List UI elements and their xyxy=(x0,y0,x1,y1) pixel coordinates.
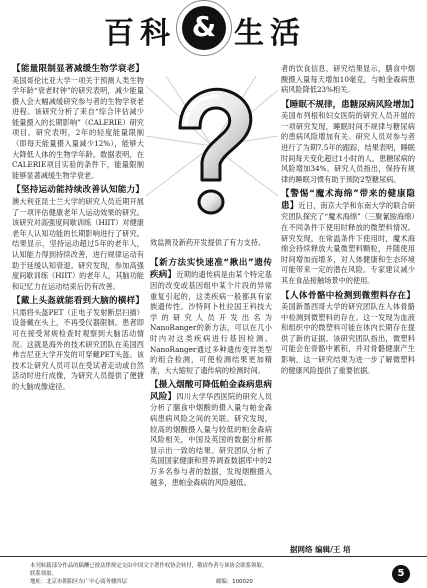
article-sleep-diabetes xyxy=(281,99,419,186)
article-headline: 【新方法实快速准“揪出”遗传疾病】 xyxy=(150,258,272,280)
article-headline: 【人体骨骼中检测到微塑料存在】 xyxy=(281,290,415,301)
article-magic-sponge xyxy=(281,189,415,286)
article-body: 美国布列根和妇女医院的研究人员开展的一项研究发现，睡眠时间不规律与糖尿病的患病风险增加有关。研究人员对参与者进行了为期7.5年的跟踪，结果表明，睡眠时间每天变化超过1小时的人，患糖尿病的风险增加34%。研究人员指出，保持有规律的睡眠习惯有助于预防2型糖尿病。 xyxy=(281,111,415,184)
question-mark-illustration xyxy=(146,76,278,236)
mid-continuation-text: 效监测及新药开发提供了有力支持。 xyxy=(150,238,266,247)
article-body: 澳大利亚昆士兰大学的研究人员近期开展了一项评估健康老年人运动效果的研究。该研究对高强度间歇训练（HIIT）对健康老年人认知功能的长期影响进行了研究。结果显示，坚持运动超过5年的老年人，认知能力得到持续改善，进行规律运动有助于延缓认知衰退。研究发现，参加高强度间歇训练（HIIT）的老年人，其脑功能和记忆力在运动结束后仍有改善。 xyxy=(12,196,144,291)
article-body: 四川大学华西医院的研究人员分析了膳食中烟酸的摄入量与帕金森病患病风险之间的关联。研究发现，较高的烟酸摄入量与较低的帕金森病风险相关，中国及英国的数据分析都显示出一致的结果。研究团队分析了英国国家健康和营养调查数据库中的2万多名参与者的数据，发现烟酸摄入越多，患帕金森病的风险越低。 xyxy=(150,391,272,487)
article-headline: 【睡眠不规律，患糖尿病风险增加】 xyxy=(281,99,419,110)
middle-column xyxy=(150,258,272,492)
article-body: 美国哥伦比亚大学一项关于预测人类生物学年龄“衰老时钟”的研究表明，减少能量摄入会大幅减缓研究参与者的生物学衰老进程。该研究分析了来自“综合评估减少能量摄入的长期影响”（CALERIE）研究项目。研究表明，2年的轻度能量限制（即每天能量摄入量减少12%），能够大大降低人体的生物学年龄。数据表明，在CALERIE项目实验的条件下，能量限制能够显著减缓生物学衰老。 xyxy=(12,75,144,180)
page-footer xyxy=(0,556,427,588)
article-headline: 【坚持运动能持续改善认知能力】 xyxy=(12,185,144,196)
article-niacin-continuation xyxy=(281,64,415,96)
article-body: 只需将头盔PET（正电子发射断层扫描）设备戴在头上，不再受仪器限制。患者即可在接受常规检查时观察到大脑活动情况。这就是海外的技术研究团队在美国西弗吉尼亚大学开发的可穿戴PET头盔。该技术让研究人员可以在受试者走动或自然活动时进行成像，为研究人员提供了便捷的大脑成像途径。 xyxy=(12,307,144,391)
postal-code: 邮编：100020 xyxy=(216,579,253,585)
masthead-title-right: 生活 xyxy=(234,16,306,51)
article-headline: 【警惕“魔术海绵”带来的健康隐患】 xyxy=(281,189,415,211)
article-headline: 【能量限制显著减缓生物学衰老】 xyxy=(12,64,144,74)
article-body: 美国新墨西哥大学的研究团队在人体骨骼中检测到微塑料的存在。这一发现为血液和组织中的微塑料可能在体内长期存在提供了新的证据。该研究团队指出，微塑料可能会在骨骼中累积，并对骨骼健康产生影响，这一研究结果为进一步了解微塑料的健康风险提供了重要依据。 xyxy=(281,302,415,375)
article-headline: 【摄入烟酸可降低帕金森病患病风险】 xyxy=(150,380,272,402)
article-body: 者的饮食信息，研究结果显示，膳食中烟酸摄入量每天增加10毫克，与帕金森病患病风险降低23%相关。 xyxy=(281,64,415,95)
page-number-badge: 5 xyxy=(392,565,410,583)
right-column xyxy=(281,64,419,380)
article-genetic-disease xyxy=(150,258,272,376)
article-headline: 【戴上头盔就能看到大脑的横样】 xyxy=(12,296,144,307)
ampersand-badge: & xyxy=(182,6,226,50)
address-line: 地址：北京市朝阳区东广中心商务楼四层 xyxy=(30,579,128,585)
article-bone-microplastics xyxy=(281,291,415,377)
masthead xyxy=(0,6,427,52)
copyright-notice: 本刊转载部分作品的稿酬已按法律规定交由中国文字著作权协会转付，敬请作者与该协会联系领取。 xyxy=(30,563,268,569)
article-pet-helmet xyxy=(12,296,144,392)
copyright-notice-cont: 联系领取。 xyxy=(30,571,57,577)
source-editor-byline: 据网络 编辑/王 培 xyxy=(290,545,351,554)
article-calorie-restriction xyxy=(12,64,144,181)
article-exercise-cognition xyxy=(12,185,144,292)
article-body: 近日，南京大学和东南大学的联合研究团队探究了“魔术海绵”（三聚氰胺海绵）在不同条件下使用时释放的微塑料情况。研究发现，在常温条件下使用时，魔术海绵会持续释放大量微塑料颗粒，并随使用时间增加而增多，对人体健康和生态环境可能带来一定的潜在风险。专家建议减少其在食品接触场景中的使用。 xyxy=(281,200,415,285)
article-niacin-parkinson xyxy=(150,380,272,488)
article-body: 近期的遗传病是由某个特定基因的改变或基因组中某个片段的异常重复引起的，这类疾病一般都具有家族遗传性。沙特阿卜杜拉国王科技大学的研究人员开发出名为NanoRanger的新方法，可以在几小时内对这类疾病进行基因检测。NanoRanger通过多种遗传变异类型的组合检测，可使检测结果更加精准，大大缩短了遗传病的检测时间。 xyxy=(150,269,272,375)
masthead-title-left: 百科 xyxy=(104,16,176,51)
left-column xyxy=(12,64,144,397)
